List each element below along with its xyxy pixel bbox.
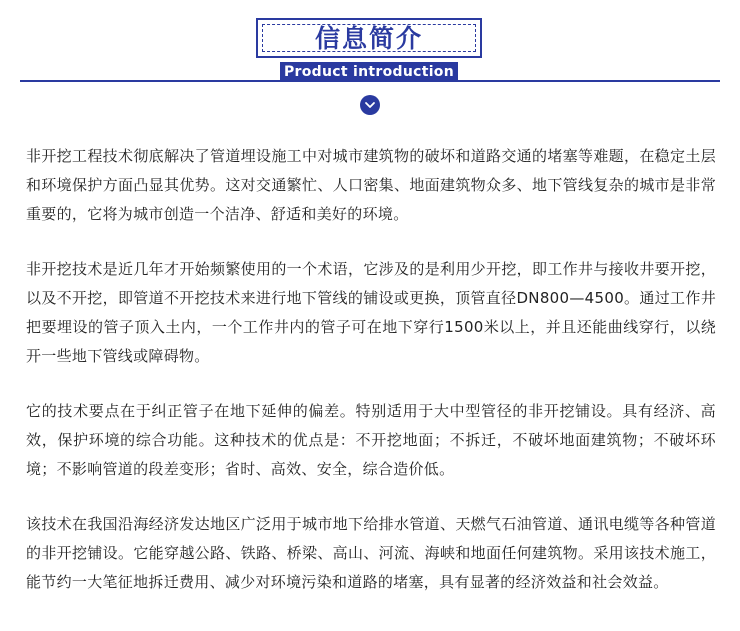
title-frame [256,18,482,58]
section-header [0,0,740,120]
intro-paragraph: 它的技术要点在于纠正管子在地下延伸的偏差。特别适用于大中型管径的非开挖铺设。具有经济、高效，保护环境的综合功能。这种技术的优点是：不开挖地面；不拆迁，不破坏地面建筑物；不破坏环境；不影响管道的段差变形；省时、高效、安全，综合造价低。 [26,402,716,478]
chevron-down-icon [360,95,380,115]
section-title: 信息简介 [314,24,423,53]
intro-paragraph: 该技术在我国沿海经济发达地区广泛用于城市地下给排水管道、天燃气石油管道、通讯电缆等各种管道的非开挖铺设。它能穿越公路、铁路、桥梁、高山、河流、海峡和地面任何建筑物。采用该技术施工，能节约一大笔征地拆迁费用、减少对环境污染和道路的堵塞，具有显著的经济效益和社会效益。 [26,515,716,591]
intro-paragraph: 非开挖技术是近几年才开始频繁使用的一个术语，它涉及的是利用少开挖，即工作井与接收井要开挖，以及不开挖，即管道不开挖技术来进行地下管线的铺设或更换，顶管直径DN800—4500。通过工作井把要埋设的管子顶入土内，一个工作井内的管子可在地下穿行1500米以上，并且还能曲线穿行，以绕开一些地下管线或障碍物。 [26,260,716,365]
intro-content [26,142,716,623]
intro-paragraph: 非开挖工程技术彻底解决了管道埋设施工中对城市建筑物的破坏和道路交通的堵塞等难题，在稳定土层和环境保护方面凸显其优势。这对交通繁忙、人口密集、地面建筑物众多、地下管线复杂的城市是非常重要的，它将为城市创造一个洁净、舒适和美好的环境。 [26,147,716,223]
section-subtitle: Product introduction [280,62,458,82]
